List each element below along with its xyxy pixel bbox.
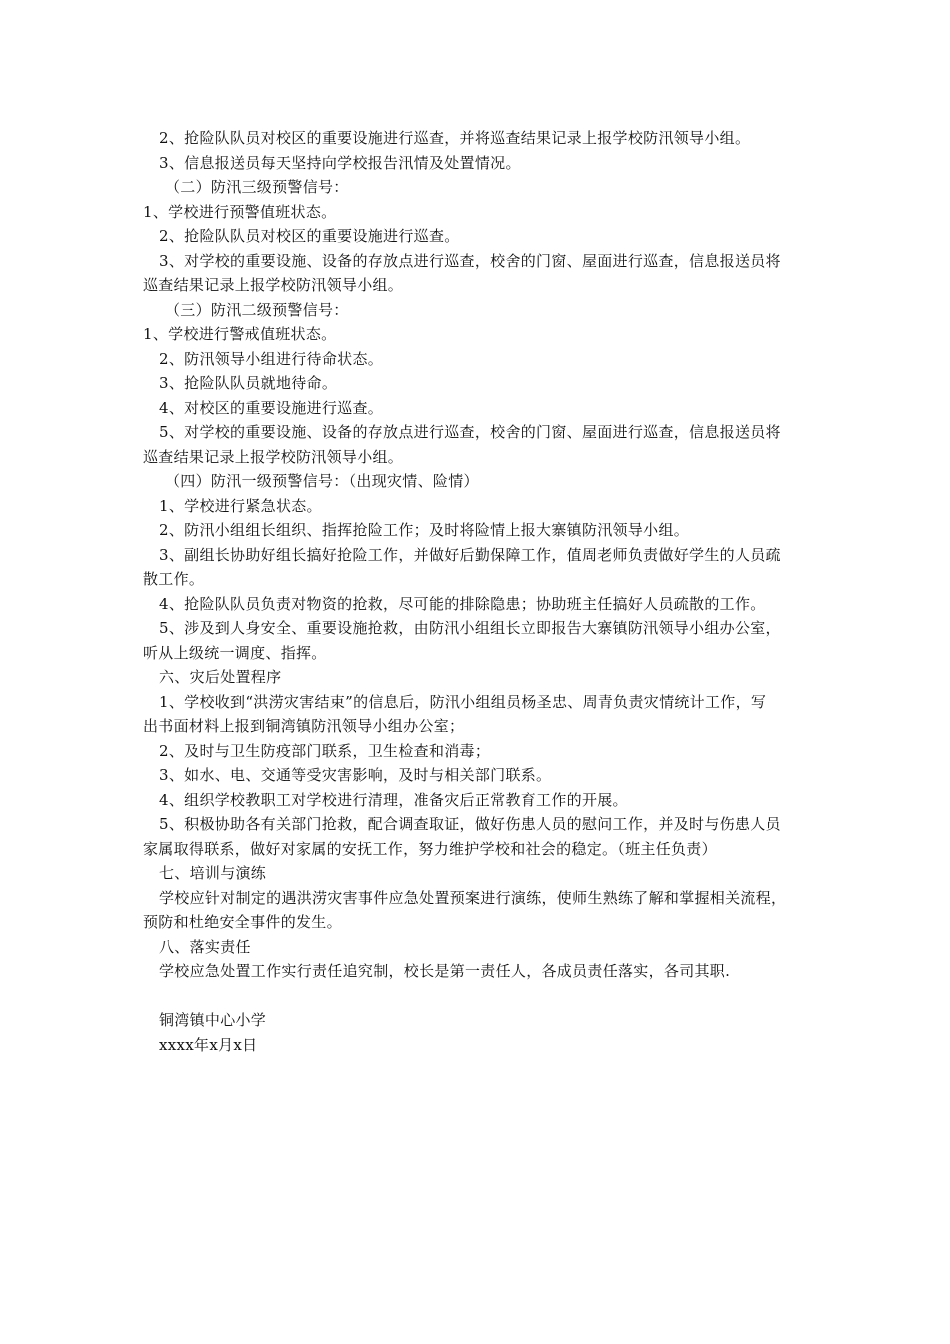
paragraph-line: 2、及时与卫生防疫部门联系，卫生检查和消毒； bbox=[159, 741, 491, 760]
paragraph-line: 3、抢险队队员就地待命。 bbox=[159, 374, 338, 392]
paragraph-line: 1、学校收到“洪涝灾害结束”的信息后，防汛小组组员杨圣忠、周青负责灾情统计工作，写 bbox=[159, 692, 767, 711]
paragraph-line: 4、抢险队队员负责对物资的抢救，尽可能的排除隐患；协助班主任搞好人员疏散的工作。 bbox=[159, 594, 766, 613]
paragraph-line: 2、防汛领导小组进行待命状态。 bbox=[159, 349, 384, 368]
paragraph-line: 1、学校进行预警值班状态。 bbox=[143, 202, 337, 221]
section-heading: 六、灾后处置程序 bbox=[159, 668, 282, 686]
section-heading: （二）防汛三级预警信号： bbox=[165, 178, 349, 196]
signature-organization: 铜湾镇中心小学 bbox=[159, 1011, 267, 1029]
paragraph-line: 学校应急处置工作实行责任追究制，校长是第一责任人，各成员责任落实，各司其职. bbox=[159, 962, 731, 980]
paragraph-line: 2、抢险队队员对校区的重要设施进行巡查。 bbox=[159, 227, 460, 245]
signature-date: xxxx年x月x日 bbox=[159, 1035, 258, 1054]
paragraph-line: 散工作。 bbox=[143, 570, 205, 588]
paragraph-line: 2、抢险队队员对校区的重要设施进行巡查，并将巡查结果记录上报学校防汛领导小组。 bbox=[159, 129, 751, 147]
paragraph-line: 预防和杜绝安全事件的发生。 bbox=[143, 913, 342, 931]
paragraph-line: 3、对学校的重要设施、设备的存放点进行巡查，校舍的门窗、屋面进行巡查，信息报送员将 bbox=[159, 251, 781, 270]
paragraph-line: 巡查结果记录上报学校防汛领导小组。 bbox=[143, 447, 404, 466]
paragraph-line: 4、组织学校教职工对学校进行清理，准备灾后正常教育工作的开展。 bbox=[159, 790, 628, 809]
paragraph-line: 出书面材料上报到铜湾镇防汛领导小组办公室； bbox=[143, 717, 465, 735]
paragraph-line: 巡查结果记录上报学校防汛领导小组。 bbox=[143, 276, 404, 294]
paragraph-line: 1、学校进行警戒值班状态。 bbox=[143, 325, 337, 343]
paragraph-line: 3、副组长协助好组长搞好抢险工作，并做好后勤保障工作，值周老师负责做好学生的人员疏 bbox=[159, 545, 781, 564]
paragraph-line: 家属取得联系，做好对家属的安抚工作，努力维护学校和社会的稳定。（班主任负责） bbox=[143, 839, 717, 858]
paragraph-line: 学校应针对制定的遇洪涝灾害事件应急处置预案进行演练，使师生熟练了解和掌握相关流程， bbox=[159, 888, 787, 907]
paragraph-line: 5、涉及到人身安全、重要设施抢救，由防汛小组组长立即报告大寨镇防汛领导小组办公室， bbox=[159, 619, 781, 637]
section-heading: （三）防汛二级预警信号： bbox=[165, 300, 349, 319]
blank-line bbox=[143, 984, 815, 1009]
document-page bbox=[143, 126, 815, 1057]
paragraph-line: 5、对学校的重要设施、设备的存放点进行巡查，校舍的门窗、屋面进行巡查，信息报送员将 bbox=[159, 423, 781, 441]
paragraph-line: 2、防汛小组组长组织、指挥抢险工作；及时将险情上报大寨镇防汛领导小组。 bbox=[159, 521, 690, 539]
paragraph-line: 听从上级统一调度、指挥。 bbox=[143, 643, 327, 662]
paragraph-line: 3、如水、电、交通等受灾害影响，及时与相关部门联系。 bbox=[159, 766, 552, 784]
section-heading: 八、落实责任 bbox=[159, 937, 251, 956]
section-heading: 七、培训与演练 bbox=[159, 864, 267, 882]
paragraph-line: 4、对校区的重要设施进行巡查。 bbox=[159, 398, 384, 417]
paragraph-line: 3、信息报送员每天坚持向学校报告汛情及处置情况。 bbox=[159, 153, 521, 172]
section-heading: （四）防汛一级预警信号：（出现灾情、险情） bbox=[165, 472, 479, 490]
paragraph-line: 1、学校进行紧急状态。 bbox=[159, 496, 322, 515]
paragraph-line: 5、积极协助各有关部门抢救，配合调查取证，做好伤患人员的慰问工作，并及时与伤患人员 bbox=[159, 815, 781, 833]
